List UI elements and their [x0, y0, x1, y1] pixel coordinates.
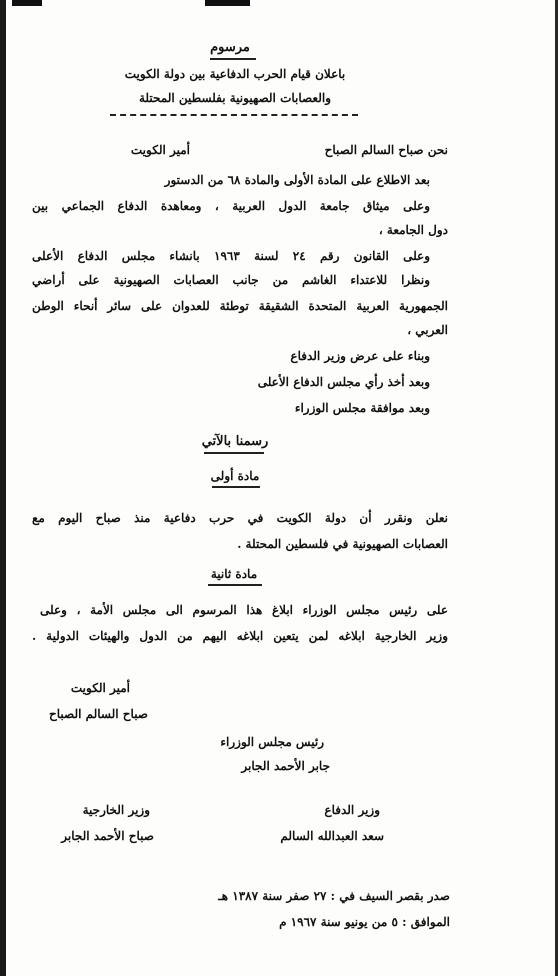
intro-title: أمير الكويت [130, 143, 190, 157]
issued-date-gregorian: الموافق : ٥ من يونيو سنة ١٩٦٧ م [279, 915, 450, 929]
preamble-line: وعلى القانون رقم ٢٤ لسنة ١٩٦٣ بانشاء مجلس الدفاع الأعلى [32, 249, 430, 263]
article-2-text: على رئيس مجلس الوزراء ابلاغ هذا المرسوم الى مجلس الأمة ، وعلى [40, 603, 448, 617]
pm-title: رئيس مجلس الوزراء [220, 735, 324, 749]
article-1-underline [212, 486, 260, 488]
article-2-underline [208, 584, 262, 586]
defense-minister-title: وزير الدفاع [324, 803, 380, 817]
scan-top-mark [205, 0, 250, 6]
pm-name: جابر الأحمد الجابر [241, 759, 330, 773]
preamble-line: الجمهورية العربية المتحدة الشقيقة توطئة للعدوان على سائر أنحاء الوطن [32, 299, 448, 313]
document-title: مرسوم [210, 40, 250, 55]
scan-left-border [0, 0, 6, 976]
article-1-text: نعلن ونقرر أن دولة الكويت في حرب دفاعية منذ صباح اليوم مع [32, 511, 448, 525]
preamble-line: وبعد موافقة مجلس الوزراء [294, 401, 430, 415]
preamble-line: ونظرا للاعتداء الغاشم من جانب العصابات الصهيونية على أراضي [32, 273, 430, 287]
foreign-minister-title: وزير الخارجية [82, 803, 150, 817]
article-1-text: العصابات الصهيونية في فلسطين المحتلة . [237, 537, 448, 551]
defense-minister-name: سعد العبدالله السالم [280, 829, 384, 843]
title-underline [210, 58, 256, 60]
decree-underline [204, 452, 264, 454]
emir-signature-name: صباح السالم الصباح [49, 707, 148, 721]
subtitle-dashed-rule [110, 114, 358, 116]
article-2-text: وزير الخارجية ابلاغه لمن يتعين ابلاغه اليهم من الدول والهيئات الدولية . [32, 629, 448, 643]
subtitle-line-2: والعصابات الصهيونية بفلسطين المحتلة [139, 91, 331, 105]
article-2-heading: مادة ثانية [210, 567, 258, 581]
subtitle-line-1: باعلان قيام الحرب الدفاعية بين دولة الكويت [124, 67, 346, 81]
decree-phrase: رسمنا بالآتي [201, 434, 269, 449]
preamble-line: وبعد أخذ رأي مجلس الدفاع الأعلى [257, 375, 430, 389]
preamble-line: العربي ، [407, 323, 448, 337]
issued-date-hijri: صدر بقصر السيف في : ٢٧ صفر سنة ١٣٨٧ هـ [218, 889, 450, 903]
preamble-line: وبناء على عرض وزير الدفاع [290, 349, 430, 363]
preamble-line: وعلى ميثاق جامعة الدول العربية ، ومعاهدة الدفاع الجماعي بين [32, 199, 430, 213]
preamble-line: بعد الاطلاع على المادة الأولى والمادة ٦٨ من الدستور [164, 173, 430, 187]
intro-name: نحن صباح السالم الصباح [324, 143, 448, 157]
foreign-minister-name: صباح الأحمد الجابر [61, 829, 154, 843]
article-1-heading: مادة أولى [210, 469, 260, 483]
emir-signature-title: أمير الكويت [70, 681, 130, 695]
preamble-line: دول الجامعة ، [378, 223, 448, 237]
scan-top-mark [12, 0, 42, 6]
